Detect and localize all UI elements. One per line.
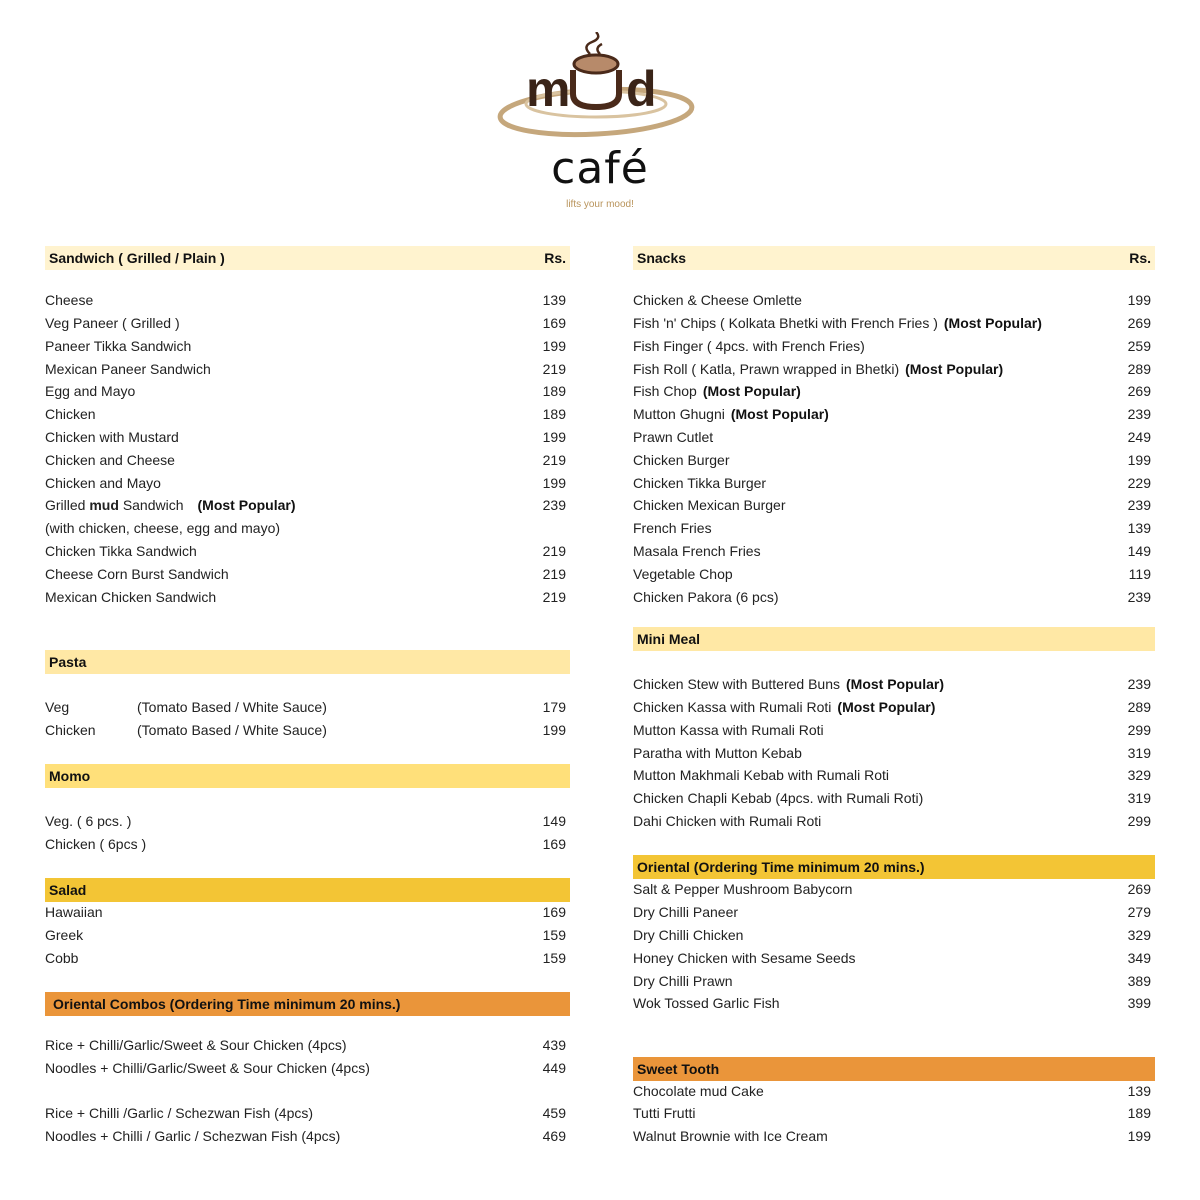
- menu-item: Chicken Burger 199: [633, 452, 1151, 468]
- momo-header: [45, 764, 570, 788]
- popular-badge: (Most Popular): [702, 383, 801, 399]
- popular-badge: (Most Popular): [905, 361, 1004, 377]
- menu-item: Chicken and Cheese 219: [45, 452, 566, 468]
- menu-item: Dahi Chicken with Rumali Roti 299: [633, 813, 1151, 829]
- section-title: Oriental (Ordering Time minimum 20 mins.): [637, 859, 925, 875]
- menu-item: Hawaiian 169: [45, 904, 566, 920]
- pasta-header: [45, 650, 570, 674]
- menu-item: Chicken Kassa with Rumali Roti (Most Popular) 289: [633, 699, 1151, 715]
- menu-item: Noodles + Chilli / Garlic / Schezwan Fish (4pcs) 469: [45, 1128, 566, 1144]
- menu-item: Fish Roll ( Katla, Prawn wrapped in Bhetki) (Most Popular) 289: [633, 361, 1151, 377]
- brand-tagline: lifts your mood!: [566, 199, 634, 210]
- sweet-tooth-header: [633, 1057, 1155, 1081]
- section-title: Sweet Tooth: [637, 1061, 720, 1077]
- menu-item: Chicken and Mayo 199: [45, 475, 566, 491]
- menu-item: Cheese Corn Burst Sandwich 219: [45, 566, 566, 582]
- section-title: Momo: [49, 768, 91, 784]
- menu-item: Egg and Mayo 189: [45, 383, 566, 399]
- menu-item: Tutti Frutti 189: [633, 1105, 1151, 1121]
- menu-item: Chicken with Mustard 199: [45, 429, 566, 445]
- currency-label: Rs.: [1129, 250, 1151, 266]
- popular-badge: (Most Popular): [846, 676, 944, 692]
- menu-item: Fish Finger ( 4pcs. with French Fries) 259: [633, 338, 1151, 354]
- menu-item: Veg. ( 6 pcs. ) 149: [45, 813, 566, 829]
- menu-item: Chicken Pakora (6 pcs) 239: [633, 589, 1151, 605]
- mini-meal-header: [633, 627, 1155, 651]
- menu-item: Dry Chilli Prawn 389: [633, 973, 1151, 989]
- menu-item-note: (with chicken, cheese, egg and mayo): [45, 520, 281, 536]
- menu-item: Honey Chicken with Sesame Seeds 349: [633, 950, 1151, 966]
- menu-item: Rice + Chilli/Garlic/Sweet & Sour Chicken (4pcs) 439: [45, 1037, 566, 1053]
- menu-item: Chicken (Tomato Based / White Sauce) 199: [45, 722, 566, 738]
- menu-item: Grilled mud Sandwich (Most Popular) 239: [45, 497, 566, 513]
- popular-badge: (Most Popular): [943, 315, 1042, 331]
- section-title: Snacks: [637, 250, 687, 266]
- menu-item: Chicken Stew with Buttered Buns (Most Popular) 239: [633, 676, 1151, 692]
- oriental-header: [633, 855, 1155, 879]
- menu-item: Chicken & Cheese Omlette 199: [633, 292, 1151, 308]
- menu-item: Fish Chop (Most Popular) 269: [633, 383, 1151, 399]
- menu-item: Veg (Tomato Based / White Sauce) 179: [45, 699, 566, 715]
- menu-item: Mutton Ghugni (Most Popular) 239: [633, 406, 1151, 422]
- menu-item: Walnut Brownie with Ice Cream 199: [633, 1128, 1151, 1144]
- menu-item: Dry Chilli Chicken 329: [633, 927, 1151, 943]
- menu-item: Mexican Paneer Sandwich 219: [45, 361, 566, 377]
- menu-item: Dry Chilli Paneer 279: [633, 904, 1151, 920]
- salad-header: [45, 878, 570, 902]
- menu-item: Wok Tossed Garlic Fish 399: [633, 995, 1151, 1011]
- menu-item: French Fries 139: [633, 520, 1151, 536]
- menu-item: Chicken ( 6pcs ) 169: [45, 836, 566, 852]
- section-title: Oriental Combos (Ordering Time minimum 20 mins.): [53, 996, 401, 1012]
- svg-text:d: d: [626, 61, 657, 117]
- section-title: Salad: [49, 882, 87, 898]
- menu-item: Cheese 139: [45, 292, 566, 308]
- popular-badge: (Most Popular): [730, 406, 829, 422]
- popular-badge: (Most Popular): [197, 497, 296, 513]
- menu-item: Mutton Kassa with Rumali Roti 299: [633, 722, 1151, 738]
- menu-item: Masala French Fries 149: [633, 543, 1151, 559]
- menu-item: Mutton Makhmali Kebab with Rumali Roti 329: [633, 767, 1151, 783]
- sandwich-header: [45, 246, 570, 270]
- menu-item: Noodles + Chilli/Garlic/Sweet & Sour Chicken (4pcs) 449: [45, 1060, 566, 1076]
- menu-item: Rice + Chilli /Garlic / Schezwan Fish (4pcs) 459: [45, 1105, 566, 1121]
- menu-item: Chicken Tikka Sandwich 219: [45, 543, 566, 559]
- menu-item: Vegetable Chop 119: [633, 566, 1151, 582]
- menu-item: Chicken Tikka Burger 229: [633, 475, 1151, 491]
- section-title: Pasta: [49, 654, 87, 670]
- snacks-header: [633, 246, 1155, 270]
- menu-item: Cobb 159: [45, 950, 566, 966]
- section-title: Sandwich ( Grilled / Plain ): [49, 250, 225, 266]
- menu-item: Chocolate mud Cake 139: [633, 1083, 1151, 1099]
- svg-text:m: m: [526, 61, 571, 117]
- menu-item: Greek 159: [45, 927, 566, 943]
- popular-badge: (Most Popular): [837, 699, 936, 715]
- menu-item: Veg Paneer ( Grilled ) 169: [45, 315, 566, 331]
- brand-subtitle: café: [551, 143, 649, 194]
- menu-item: Salt & Pepper Mushroom Babycorn 269: [633, 881, 1151, 897]
- menu-item: Prawn Cutlet 249: [633, 429, 1151, 445]
- menu-item: Chicken Chapli Kebab (4pcs. with Rumali Roti) 319: [633, 790, 1151, 806]
- menu-item: Paneer Tikka Sandwich 199: [45, 338, 566, 354]
- section-title: Mini Meal: [637, 631, 701, 647]
- menu-item: Chicken Mexican Burger 239: [633, 497, 1151, 513]
- menu-item: Mexican Chicken Sandwich 219: [45, 589, 566, 605]
- menu-item: Chicken 189: [45, 406, 566, 422]
- currency-label: Rs.: [544, 250, 566, 266]
- menu-item: Paratha with Mutton Kebab 319: [633, 745, 1151, 761]
- oriental-combos-header: [45, 992, 570, 1016]
- menu-item: Fish 'n' Chips ( Kolkata Bhetki with French Fries ) (Most Popular) 269: [633, 315, 1151, 331]
